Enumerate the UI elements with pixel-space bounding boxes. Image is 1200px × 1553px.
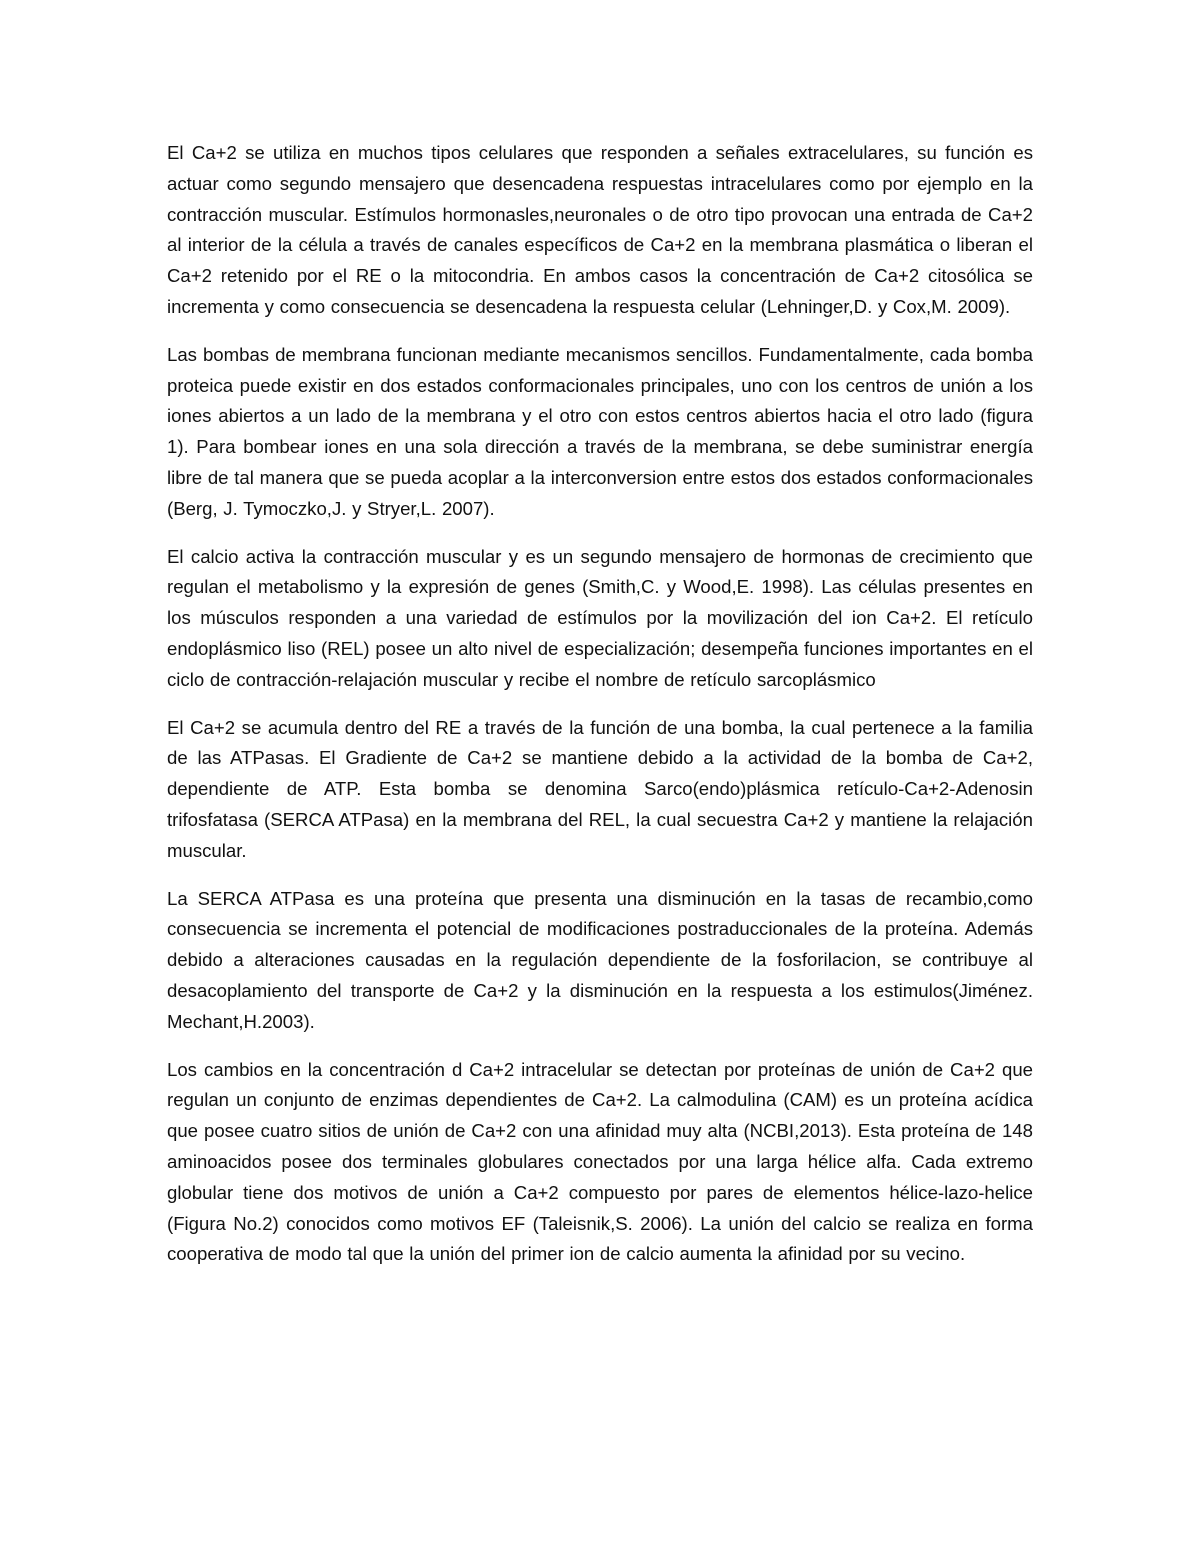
paragraph-serca-atpase: La SERCA ATPasa es una proteína que presenta una disminución en la tasas de recambio,como consecuencia se incrementa el potencial de modificaciones postraduccionales de la proteína. Además debido a alteraciones causadas en la regulación dependiente de la fosforilacion, se contribuye al desacoplamiento del transporte de Ca+2 y la disminución en la respuesta a los estimulos(Jiménez. Mechant,H.2003). [167, 887, 1033, 1032]
paragraph-calmodulin: Los cambios en la concentración d Ca+2 intracelular se detectan por proteínas de unión de Ca+2 que regulan un conjunto de enzimas dependientes de Ca+2. La calmodulina (CAM) es un proteína acídica que posee cuatro sitios de unión de Ca+2 con una afinidad muy alta (NCBI,2013). Esta proteína de 148 aminoacidos posee dos terminales globulares conectados por una larga hélice alfa. Cada extremo globular tiene dos motivos de unión a Ca+2 compuesto por pares de elementos hélice-lazo-helice (Figura No.2) conocidos como motivos EF (Taleisnik,S. 2006). La unión del calcio se realiza en forma cooperativa de modo tal que la unión del primer ion de calcio aumenta la afinidad por su vecino. [167, 1058, 1033, 1265]
paragraph-calcium-second-messenger: El Ca+2 se utiliza en muchos tipos celulares que responden a señales extracelulares, su función es actuar como segundo mensajero que desencadena respuestas intracelulares como por ejemplo en la contracción muscular. Estímulos hormonasles,neuronales o de otro tipo provocan una entrada de Ca+2 al interior de la célula a través de canales específicos de Ca+2 en la membrana plasmática o liberan el Ca+2 retenido por el RE o la mitocondria. En ambos casos la concentración de Ca+2 citosólica se incrementa y como consecuencia se desencadena la respuesta celular (Lehninger,D. y Cox,M. 2009). [167, 142, 1033, 317]
document-body [167, 138, 1033, 1287]
paragraph-calcium-muscle-contraction: El calcio activa la contracción muscular y es un segundo mensajero de hormonas de crecimiento que regulan el metabolismo y la expresión de genes (Smith,C. y Wood,E. 1998). Las células presentes en los músculos responden a una variedad de estímulos por la movilización del ion Ca+2. El retículo endoplásmico liso (REL) posee un alto nivel de especialización; desempeña funciones importantes en el ciclo de contracción-relajación muscular y recibe el nombre de retículo sarcoplásmico [167, 545, 1033, 690]
paragraph-serca-pump: El Ca+2 se acumula dentro del RE a través de la función de una bomba, la cual pertenece a la familia de las ATPasas. El Gradiente de Ca+2 se mantiene debido a la actividad de la bomba de Ca+2, dependiente de ATP. Esta bomba se denomina Sarco(endo)plásmica retículo-Ca+2-Adenosin trifosfatasa (SERCA ATPasa) en la membrana del REL, la cual secuestra Ca+2 y mantiene la relajación muscular. [167, 716, 1033, 861]
paragraph-membrane-pumps: Las bombas de membrana funcionan mediante mecanismos sencillos. Fundamentalmente, cada bomba proteica puede existir en dos estados conformacionales principales, uno con los centros de unión a los iones abiertos a un lado de la membrana y el otro con estos centros abiertos hacia el otro lado (figura 1). Para bombear iones en una sola dirección a través de la membrana, se debe suministrar energía libre de tal manera que se pueda acoplar a la interconversion entre estos dos estados conformacionales (Berg, J. Tymoczko,J. y Stryer,L. 2007). [167, 343, 1033, 519]
